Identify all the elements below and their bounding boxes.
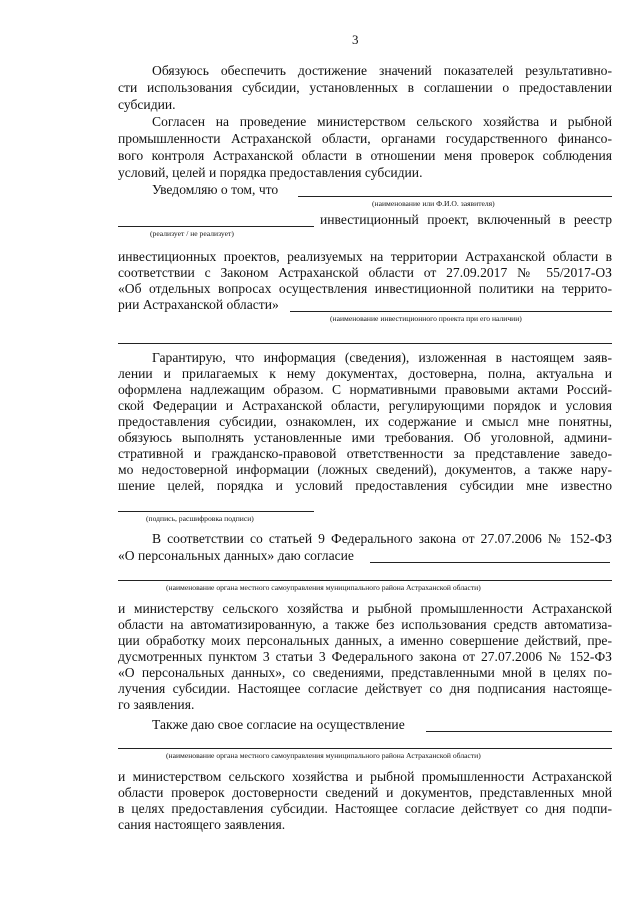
p4-line-2: лении и прилагаемых к нему документах, достоверна, полна, актуальна и [118,366,612,381]
p7-line-3: в целях предоставления субсидии. Настоящее согласие действует со дня подпи- [118,801,612,816]
p1-line-3: субсидии. [118,97,176,112]
p1-line-1: Обязуюсь обеспечить достижение значений показателей результативно- [152,63,612,78]
project-name-field[interactable] [290,311,612,312]
p2-line-2: промышленности Астраханской области, органами государственного финансо- [118,131,612,146]
applicant-caption: (наименование или Ф.И.О. заявителя) [372,199,495,208]
p4-line-7: стративной и гражданско-правовой ответственности за представление заведо- [118,446,612,461]
p4-line-5: предоставления субсидии, ознакомлен, их содержание и смысл мне понятны, [118,414,612,429]
signature-caption: (подпись, расшифровка подписи) [146,514,254,523]
p6-line-4: дусмотренных пунктом 3 статьи 3 Федерального закона от 27.07.2006 № 152-ФЗ [118,649,612,664]
p4-line-4: ской Федерации и Астраханской области, регулирующими порядок и условия [118,398,612,413]
p3-line-1: инвестиционных проектов, реализуемых на территории Астраханской области в [118,249,612,264]
p6-line-7: го заявления. [118,697,195,712]
applicant-name-field[interactable] [298,196,612,197]
p2-line-4: условий, целей и порядка предоставления субсидии. [118,165,423,180]
consent-org-field-2[interactable] [118,580,612,581]
p6-line-1: и министерству сельского хозяйства и рыбной промышленности Астраханской [118,601,612,616]
consent-org-field[interactable] [370,562,610,563]
p4-line-8: мо недостоверной информации (ложных сведений), документов, а также нару- [118,462,612,477]
project-caption: (наименование инвестиционного проекта при его наличии) [330,314,522,323]
org-caption: (наименование органа местного самоуправления муниципального района Астраханской области) [166,583,481,592]
realizes-caption: (реализует / не реализует) [150,229,234,238]
p5-line-2: «О персональных данных» даю согласие [118,548,354,563]
p4-line-3: оформлена надлежащим образом. С нормативными правовыми актами Россий- [118,382,612,397]
inspection-org-field-2[interactable] [118,748,612,749]
consent-label: Также даю свое согласие на осуществление [152,717,405,732]
p3-line-4: рии Астраханской области» [118,297,279,312]
p4-line-1: Гарантирую, что информация (сведения), изложенная в настоящем заяв- [152,350,612,365]
signature-field[interactable] [118,511,314,512]
p3-line-3: «Об отдельных вопросах осуществления инвестиционной политики на террито- [118,281,612,296]
p7-line-4: сания настоящего заявления. [118,817,286,832]
p7-line-2: области проверок достоверности сведений и документов, представленных мной [118,785,612,800]
p3-line-2: соответствии с Законом Астраханской области от 27.09.2017 № 55/2017-ОЗ [118,265,612,280]
p6-line-6: лучения субсидии. Настоящее согласие действует со дня подписания настояще- [118,681,612,696]
page-number: 3 [352,32,359,47]
project-name-field-2[interactable] [118,343,612,344]
p6-line-3: ции обработку моих персональных данных, а именно совершение действий, пре- [118,633,612,648]
p7-line-1: и министерством сельского хозяйства и рыбной промышленности Астраханской [118,769,612,784]
p6-line-2: области на автоматизированную, а также без использования средств автоматиза- [118,617,612,632]
p1-line-2: сти использования субсидии, установленных в соглашении о предоставлении [118,80,612,95]
p2-line-1: Согласен на проведение министерством сельского хозяйства и рыбной [152,114,612,129]
inspection-org-field[interactable] [426,731,612,732]
org-caption-2: (наименование органа местного самоуправления муниципального района Астраханской области) [166,751,481,760]
invest-line: инвестиционный проект, включенный в реестр [320,212,612,227]
realizes-field[interactable] [118,226,314,227]
p2-line-3: вого контроля Астраханской области в отношении меня проверок соблюдения [118,148,612,163]
p4-line-6: обязуюсь выполнять установленные ими требования. Об уголовной, админи- [118,430,612,445]
p6-line-5: «О персональных данных», со сведениями, представленными мной в целях по- [118,665,612,680]
p4-line-9: шение целей, порядка и условий предоставления субсидии мне известно [118,478,612,493]
notify-label: Уведомляю о том, что [152,182,279,197]
p5-line-1: В соответствии со статьей 9 Федерального закона от 27.07.2006 № 152-ФЗ [152,531,612,546]
